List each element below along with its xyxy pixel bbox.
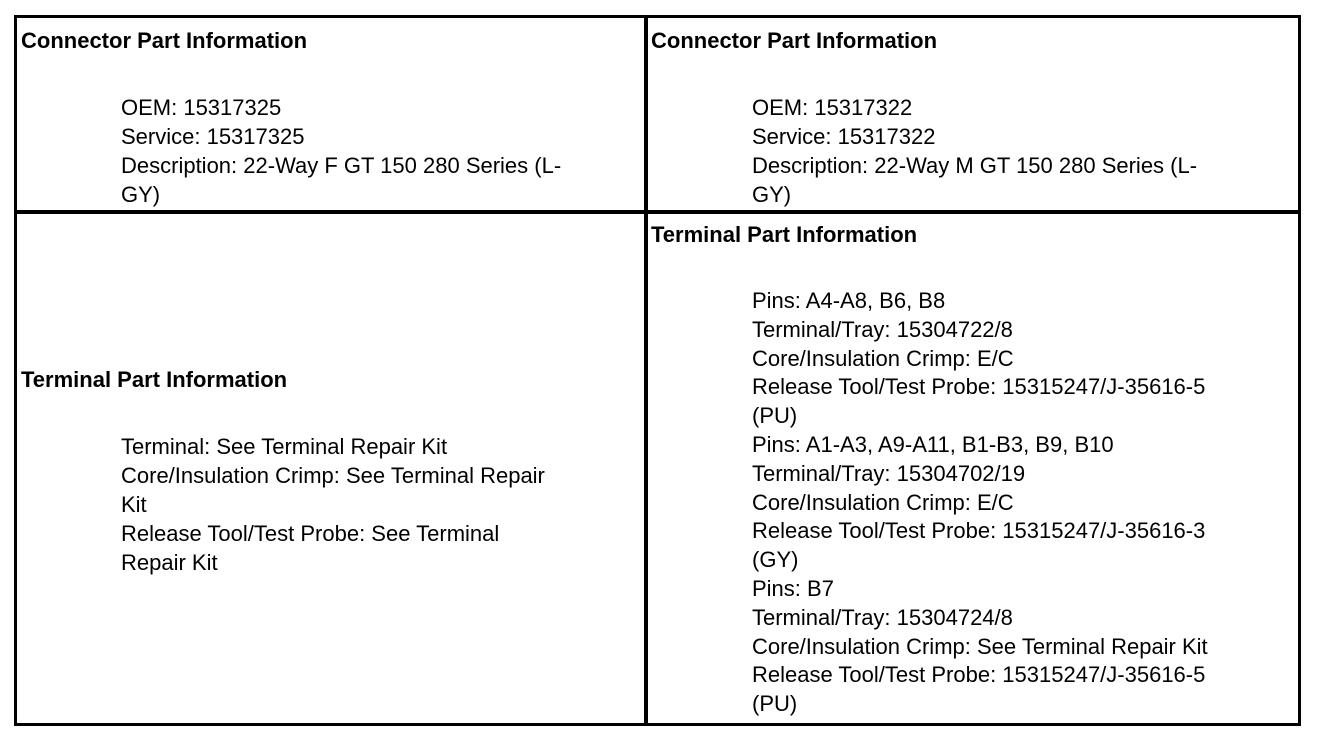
crimp-line: Core/Insulation Crimp: E/C: [752, 489, 1014, 515]
connector-info-table: [14, 15, 1301, 726]
cell-body: [121, 93, 561, 209]
cell-terminal-info-right: [648, 214, 1298, 726]
release-tool-line-cont: (GY): [752, 547, 799, 573]
cell-body: [752, 287, 1208, 719]
cell-heading: Connector Part Information: [651, 28, 938, 53]
cell-heading: Terminal Part Information: [21, 367, 288, 392]
cell-connector-info-right: [648, 18, 1298, 210]
oem-line: OEM: 15317325: [121, 95, 282, 120]
terminal-tray-line: Terminal/Tray: 15304722/8: [752, 316, 1013, 342]
release-tool-line-cont: Repair Kit: [121, 550, 218, 575]
crimp-line: Core/Insulation Crimp: See Terminal Repair Kit: [752, 633, 1208, 659]
description-line: Description: 22-Way F GT 150 280 Series (L-: [121, 153, 562, 178]
release-tool-line-cont: (PU): [752, 403, 798, 429]
description-line: Description: 22-Way M GT 150 280 Series (L-: [752, 153, 1198, 178]
cell-heading: Connector Part Information: [21, 28, 308, 53]
cell-terminal-info-left: [17, 214, 644, 726]
description-line-cont: GY): [752, 182, 792, 207]
cell-body: [752, 93, 1197, 209]
terminal-tray-line: Terminal/Tray: 15304702/19: [752, 460, 1026, 486]
release-tool-line-cont: (PU): [752, 691, 798, 717]
release-tool-line: Release Tool/Test Probe: 15315247/J-35616-5: [752, 374, 1206, 400]
oem-line: OEM: 15317322: [752, 95, 913, 120]
crimp-line: Core/Insulation Crimp: See Terminal Repair: [121, 463, 545, 488]
release-tool-line: Release Tool/Test Probe: 15315247/J-35616-5: [752, 662, 1206, 688]
release-tool-line: Release Tool/Test Probe: See Terminal: [121, 521, 500, 546]
cell-connector-info-left: [17, 18, 644, 210]
pins-line: Pins: A1-A3, A9-A11, B1-B3, B9, B10: [752, 431, 1114, 457]
terminal-line: Terminal: See Terminal Repair Kit: [121, 434, 448, 459]
description-line-cont: GY): [121, 182, 161, 207]
cell-heading: Terminal Part Information: [651, 222, 918, 247]
crimp-line: Core/Insulation Crimp: E/C: [752, 345, 1014, 371]
crimp-line-cont: Kit: [121, 492, 147, 517]
release-tool-line: Release Tool/Test Probe: 15315247/J-35616-3: [752, 518, 1206, 544]
service-line: Service: 15317325: [121, 124, 305, 149]
pins-line: Pins: B7: [752, 575, 834, 601]
terminal-tray-line: Terminal/Tray: 15304724/8: [752, 604, 1013, 630]
service-line: Service: 15317322: [752, 124, 936, 149]
pins-line: Pins: A4-A8, B6, B8: [752, 288, 946, 313]
cell-body: [121, 432, 545, 577]
